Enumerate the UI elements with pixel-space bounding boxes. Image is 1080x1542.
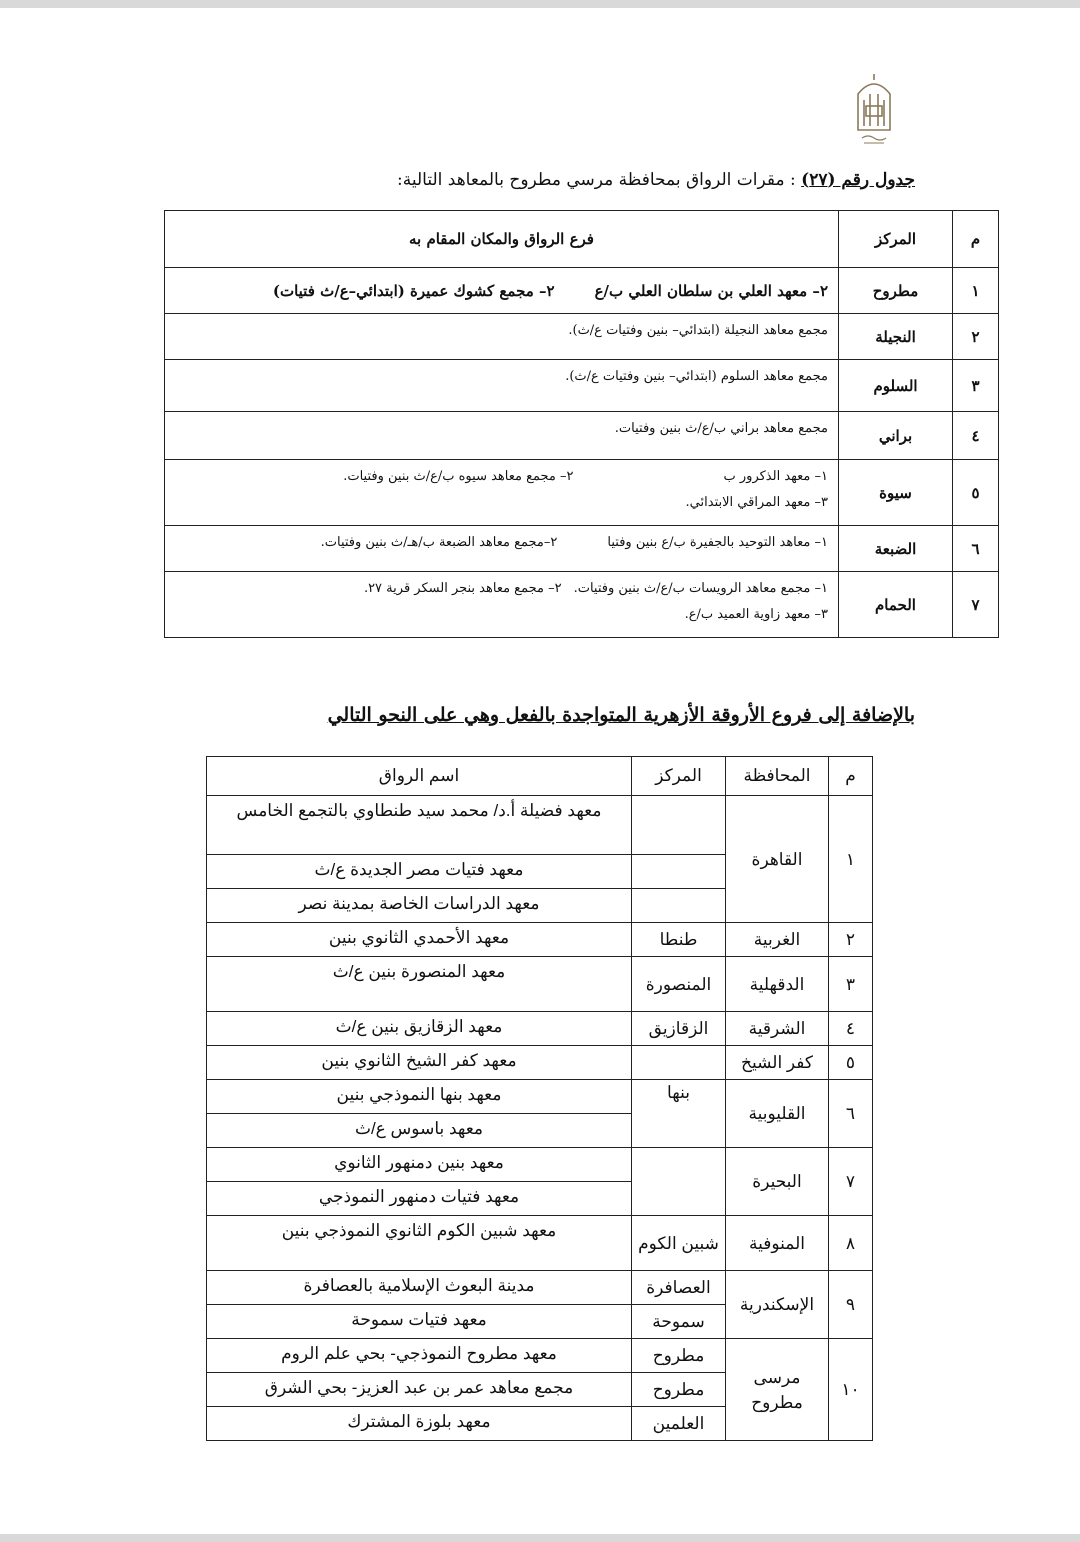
table-header-row <box>165 211 999 268</box>
table-row <box>165 526 999 572</box>
branch-entry: مجمع معاهد السلوم (ابتدائي– بنين وفتيات ع/ث). <box>565 369 828 384</box>
branch-entry: ٣– معهد المراقي الابتدائي. <box>685 495 828 510</box>
cell-num: ٥ <box>829 1046 873 1080</box>
cell-name: معهد كفر الشيخ الثانوي بنين <box>207 1046 632 1080</box>
cell-num: ٣ <box>829 957 873 1012</box>
cell-name: معهد فضيلة أ.د/ محمد سيد طنطاوي بالتجمع الخامس <box>207 796 632 855</box>
cell-num: ٣ <box>953 360 999 412</box>
cell-center: براني <box>839 412 953 460</box>
cell-name: معهد بنها النموذجي بنين <box>207 1080 632 1114</box>
cell-num: ٢ <box>953 314 999 360</box>
branch-entry: ٢– معهد العلي بن سلطان العلي ب/ع <box>594 281 828 300</box>
table-caption-text: : مقرات الرواق بمحافظة مرسي مطروح بالمعاهد التالية: <box>397 170 796 190</box>
cell-center: الزقازيق <box>632 1012 726 1046</box>
cell-num: ٧ <box>829 1148 873 1216</box>
branch-line <box>173 490 828 516</box>
cell-num: ٨ <box>829 1216 873 1271</box>
table-number-label: جدول رقم (٢٧) <box>801 170 915 190</box>
cell-center: العلمين <box>632 1407 726 1441</box>
table-row <box>207 1339 873 1373</box>
cell-center: المنصورة <box>632 957 726 1012</box>
table-row <box>207 1012 873 1046</box>
branch-entry: ٣– معهد زاوية العميد ب/ع. <box>684 607 828 622</box>
table-row <box>165 268 999 314</box>
cell-num: ١ <box>829 796 873 923</box>
cell-name: معهد فتيات سموحة <box>207 1305 632 1339</box>
header-num: م <box>953 211 999 268</box>
cell-num: ١٠ <box>829 1339 873 1441</box>
cell-branch <box>165 412 839 460</box>
cell-governorate: القاهرة <box>726 796 829 923</box>
cell-center: شبين الكوم <box>632 1216 726 1271</box>
header-branch: فرع الرواق والمكان المقام به <box>165 211 839 268</box>
table-row <box>165 572 999 638</box>
cell-governorate: مرسى مطروح <box>726 1339 829 1441</box>
cell-name: معهد الأحمدي الثانوي بنين <box>207 923 632 957</box>
branch-entry: ١– مجمع معاهد الرويسات ب/ع/ث بنين وفتيات. <box>573 581 828 596</box>
cell-governorate: المنوفية <box>726 1216 829 1271</box>
cell-center <box>632 796 726 855</box>
cell-name: مجمع معاهد عمر بن عبد العزيز- بحي الشرق <box>207 1373 632 1407</box>
cell-governorate: الغربية <box>726 923 829 957</box>
cell-branch <box>165 268 839 314</box>
header-governorate: المحافظة <box>726 757 829 796</box>
branches-table-body <box>165 268 999 638</box>
cell-branch <box>165 360 839 412</box>
header-name: اسم الرواق <box>207 757 632 796</box>
existing-branches-table-body <box>207 796 873 1441</box>
cell-center <box>632 1148 726 1216</box>
cell-center: سموحة <box>632 1305 726 1339</box>
cell-center: الضبعة <box>839 526 953 572</box>
scan-edge-top <box>0 0 1080 8</box>
table-caption <box>397 170 915 190</box>
cell-center: بنها <box>632 1080 726 1148</box>
table-row <box>165 412 999 460</box>
table-row <box>165 360 999 412</box>
cell-num: ٤ <box>829 1012 873 1046</box>
cell-name: معهد بنين دمنهور الثانوي <box>207 1148 632 1182</box>
cell-num: ٦ <box>953 526 999 572</box>
cell-center: الحمام <box>839 572 953 638</box>
cell-name: مدينة البعوث الإسلامية بالعصافرة <box>207 1271 632 1305</box>
cell-center: طنطا <box>632 923 726 957</box>
table-row <box>165 314 999 360</box>
branch-entry: ١– معهد الذكرور ب <box>723 469 828 484</box>
cell-center: مطروح <box>632 1339 726 1373</box>
table-row <box>165 460 999 526</box>
cell-num: ٢ <box>829 923 873 957</box>
cell-num: ٤ <box>953 412 999 460</box>
cell-center: النجيلة <box>839 314 953 360</box>
cell-branch <box>165 526 839 572</box>
branch-line <box>173 416 828 442</box>
branch-line <box>173 364 828 390</box>
cell-branch <box>165 572 839 638</box>
cell-num: ٩ <box>829 1271 873 1339</box>
branch-line <box>173 464 828 490</box>
table-row <box>207 1080 873 1114</box>
cell-center: مطروح <box>632 1373 726 1407</box>
cell-num: ٥ <box>953 460 999 526</box>
cell-center <box>632 855 726 889</box>
branch-entry: ٢–مجمع معاهد الضبعة ب/هـ/ث بنين وفتيات. <box>320 535 558 550</box>
table-row <box>207 1216 873 1271</box>
cell-num: ٦ <box>829 1080 873 1148</box>
cell-name: معهد فتيات مصر الجديدة ع/ث <box>207 855 632 889</box>
cell-branch <box>165 460 839 526</box>
cell-governorate: الدقهلية <box>726 957 829 1012</box>
table-row <box>207 1271 873 1305</box>
branch-entry: ٢– مجمع معاهد بنجر السكر قرية ٢٧. <box>363 581 562 596</box>
cell-governorate: الشرقية <box>726 1012 829 1046</box>
cell-center <box>632 889 726 923</box>
branch-entry: ٢– مجمع كشوك عميرة (ابتدائي–ع/ث فتيات) <box>272 281 555 300</box>
header-center: المركز <box>632 757 726 796</box>
cell-branch <box>165 314 839 360</box>
scan-edge-bottom <box>0 1534 1080 1542</box>
table-header-row <box>207 757 873 796</box>
cell-num: ١ <box>953 268 999 314</box>
cell-name: معهد فتيات دمنهور النموذجي <box>207 1182 632 1216</box>
branch-line <box>173 576 828 602</box>
cell-center: سيوة <box>839 460 953 526</box>
cell-center: السلوم <box>839 360 953 412</box>
cell-center <box>632 1046 726 1080</box>
branch-entry: مجمع معاهد النجيلة (ابتدائي– بنين وفتيات ع/ث). <box>568 323 828 338</box>
cell-name: معهد المنصورة بنين ع/ث <box>207 957 632 1012</box>
cell-name: معهد الزقازيق بنين ع/ث <box>207 1012 632 1046</box>
branch-line <box>173 602 828 628</box>
cell-governorate: الإسكندرية <box>726 1271 829 1339</box>
branches-table <box>164 210 999 638</box>
cell-center: العصافرة <box>632 1271 726 1305</box>
cell-governorate: كفر الشيخ <box>726 1046 829 1080</box>
cell-governorate: البحيرة <box>726 1148 829 1216</box>
branch-line <box>173 278 828 304</box>
cell-governorate: القليوبية <box>726 1080 829 1148</box>
cell-name: معهد بلوزة المشترك <box>207 1407 632 1441</box>
cell-center: مطروح <box>839 268 953 314</box>
table-row <box>207 796 873 855</box>
al-azhar-logo-icon <box>852 72 896 148</box>
header-num: م <box>829 757 873 796</box>
cell-name: معهد الدراسات الخاصة بمدينة نصر <box>207 889 632 923</box>
branch-line <box>173 318 828 344</box>
table-row <box>207 923 873 957</box>
section-subheading: بالإضافة إلى فروع الأروقة الأزهرية المتواجدة بالفعل وهي على النحو التالي <box>327 704 915 726</box>
branch-entry: مجمع معاهد براني ب/ع/ث بنين وفتيات. <box>614 421 828 436</box>
branch-entry: ٢– مجمع معاهد سيوه ب/ع/ث بنين وفتيات. <box>343 469 574 484</box>
branch-line <box>173 530 828 556</box>
existing-branches-table <box>206 756 873 1441</box>
cell-name: معهد باسوس ع/ث <box>207 1114 632 1148</box>
branch-entry: ١– معاهد التوحيد بالجفيرة ب/ع بنين وفتيا <box>607 535 828 550</box>
table-row <box>207 1148 873 1182</box>
cell-name: معهد مطروح النموذجي- بحي علم الروم <box>207 1339 632 1373</box>
table-row <box>207 1046 873 1080</box>
table-row <box>207 957 873 1012</box>
cell-num: ٧ <box>953 572 999 638</box>
header-center: المركز <box>839 211 953 268</box>
cell-name: معهد شبين الكوم الثانوي النموذجي بنين <box>207 1216 632 1271</box>
